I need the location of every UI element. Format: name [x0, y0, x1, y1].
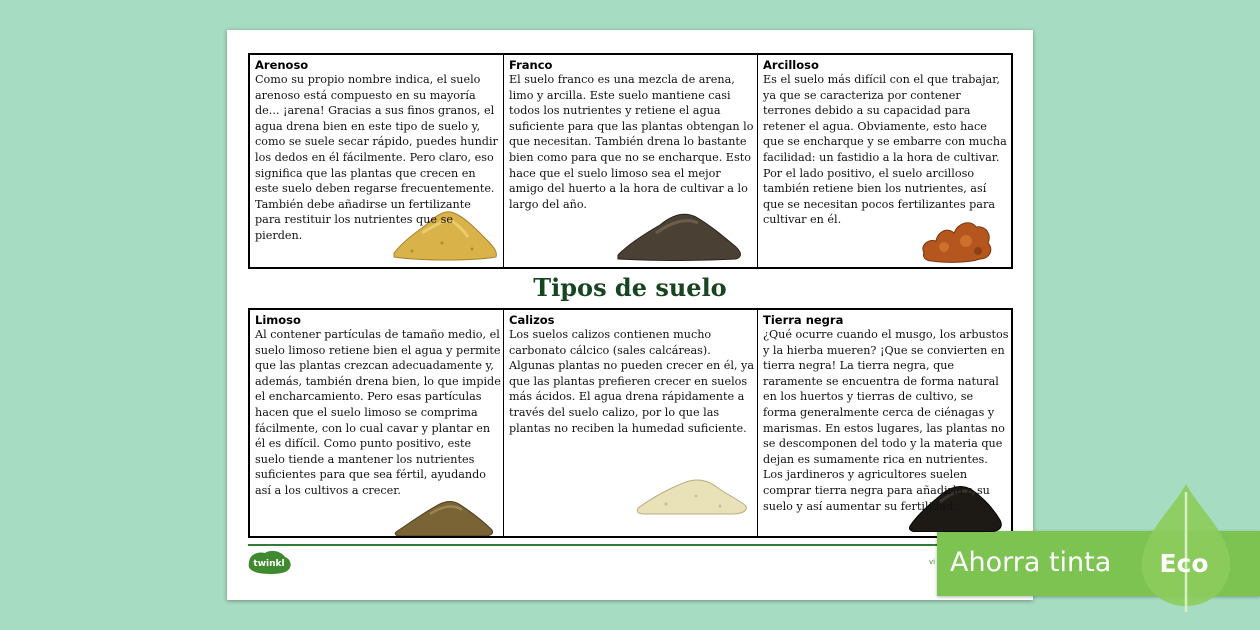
cell-text: ¿Qué ocurre cuando el musgo, los arbustos y la hierba mueren? ¡Que se convierten en tierra negra! La tierra negra, que raramente se encuentra de forma natural en los huertos y tierras de cultivo, se forma generalmente cerca de ciénagas y marismas. En estos lugares, las plantas no se descomponen del todo y la materia que dejan es sumamente rica en nutrientes. Los jardineros y agricultores suelen comprar tierra negra para añadirla a su suelo y así aumentar su fertilidad.: [763, 328, 1009, 513]
cell-text: Los suelos calizos contienen mucho carbonato cálcico (sales calcáreas). Algunas plantas no pueden crecer en él, ya que las plantas prefieren crecer en suelos más ácidos. El agua drena rápidamente a través del suelo calizo, por lo que las plantas no reciben la humedad suficiente.: [509, 328, 755, 435]
soil-row-bottom: [248, 308, 1013, 538]
footer-divider: [248, 544, 1013, 546]
cell-title: Calizos: [509, 313, 555, 327]
eco-banner-label[interactable]: Ahorra tinta: [950, 547, 1112, 578]
page-title: Tipos de suelo: [533, 273, 727, 302]
silt-pile-image: [394, 496, 494, 536]
cell-title: Tierra negra: [763, 313, 844, 327]
cell-limoso: [250, 310, 503, 536]
cell-title: Franco: [509, 58, 553, 72]
soil-row-top: [248, 53, 1013, 269]
chalk-pile-image: [636, 476, 748, 516]
eco-badge-text: Eco: [1159, 549, 1209, 578]
loam-pile-image: [616, 205, 744, 261]
footer-text: vi: [929, 558, 936, 566]
worksheet: [227, 30, 1033, 600]
cell-title: Arcilloso: [763, 58, 819, 72]
eco-leaf-icon[interactable]: [1134, 482, 1238, 614]
twinkl-logo: [245, 549, 293, 575]
cell-text: El suelo franco es una mezcla de arena, limo y arcilla. Este suelo mantiene casi todos los nutrientes y retiene el agua suficiente para que las plantas obtengan lo que necesitan. También drena lo bastante bien como para que no se encharque. Esto hace que el suelo limoso sea el mejor amigo del huerto a la hora de cultivar a lo largo del año.: [509, 73, 754, 211]
cell-calizos: [503, 310, 757, 536]
brand-text: twinkl: [253, 559, 285, 569]
cell-text: Es el suelo más difícil con el que trabajar, ya que se caracteriza por contener terrones debido a su capacidad para retener el agua. Obviamente, esto hace que se encharque y se embarre con mucha facilidad: un fastidio a la hora de cultivar. Por el lado positivo, el suelo arcilloso también retiene bien los nutrientes, así que se necesitan pocos fertilizantes para cultivar en él.: [763, 73, 1007, 227]
cell-title: Limoso: [255, 313, 301, 327]
cell-franco: [503, 55, 757, 267]
cell-tierra-negra: [757, 310, 1011, 536]
cell-arenoso: [250, 55, 503, 267]
cell-text: Como su propio nombre indica, el suelo arenoso está compuesto en su mayoría de... ¡arena! Gracias a sus finos granos, el agua drena bien en este tipo de suelo y, como se suele secar rápido, puedes hundir los dedos en él fácilmente. Pero claro, eso significa que las plantas que crecen en este suelo deben regarse frecuentemente. También debe añadirse un fertilizante para restituir los nutrientes que se pierden.: [255, 73, 498, 242]
cell-title: Arenoso: [255, 58, 309, 72]
cell-arcilloso: [757, 55, 1011, 267]
cell-text: Al contener partículas de tamaño medio, el suelo limoso retiene bien el agua y permite que las plantas crezcan adecuadamente y, además, también drena bien, lo que impide el encharcamiento. Pero esas partículas hacen que el suelo limoso se comprima fácilmente, con lo cual cavar y plantar en él es difícil. Como punto positivo, este suelo tiende a mantener los nutrientes suficientes para que sea fértil, ayudando así a los cultivos a crecer.: [255, 328, 501, 497]
